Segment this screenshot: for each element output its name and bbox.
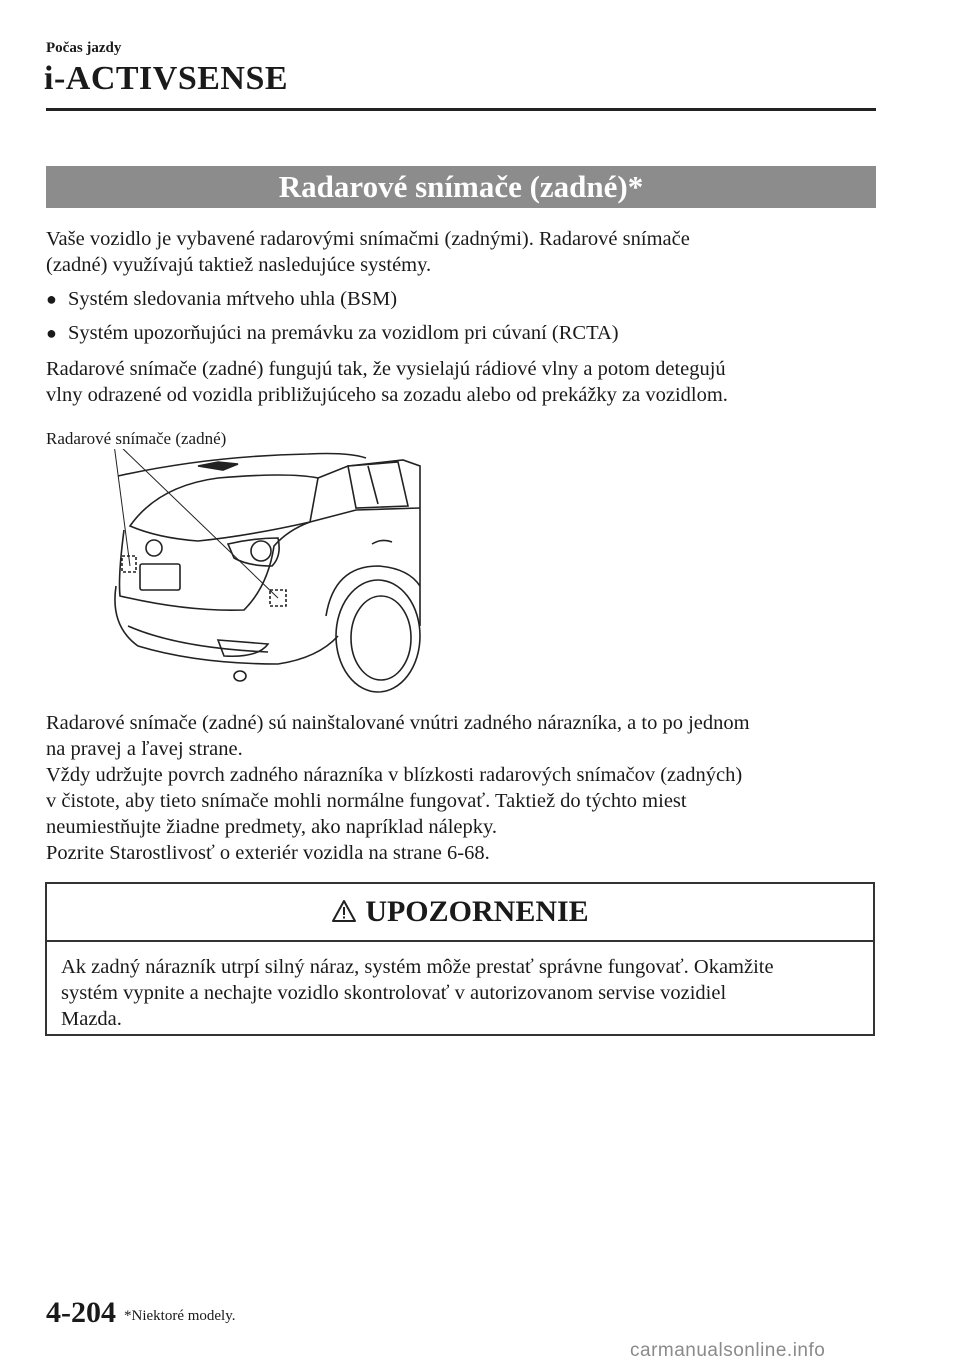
bullet-item (46, 320, 619, 346)
figure-callout-label: Radarové snímače (zadné) (46, 429, 227, 448)
bullet-item (46, 286, 397, 312)
text-line: Pozrite Starostlivosť o exteriér vozidla na strane 6-68. (46, 842, 490, 864)
header-divider (46, 108, 876, 111)
bullet-icon: ● (46, 289, 57, 309)
text-line: Ak zadný nárazník utrpí silný náraz, systém môže prestať správne fungovať. Okamžite (61, 956, 774, 978)
caution-text (61, 954, 859, 1032)
text-line: v čistote, aby tieto snímače mohli normálne fungovať. Taktiež do týchto miest (46, 790, 687, 812)
bullet-text: Systém sledovania mŕtveho uhla (BSM) (68, 288, 398, 310)
text-line: Radarové snímače (zadné) sú nainštalované vnútri zadného nárazníka, a to po jednom (46, 712, 750, 734)
text-line: na pravej a ľavej strane. (46, 738, 243, 760)
watermark: carmanualsonline.info (630, 1340, 826, 1361)
text-line: Vaše vozidlo je vybavené radarovými snímačmi (zadnými). Radarové snímače (46, 228, 690, 250)
text-line: Vždy udržujte povrch zadného nárazníka v blízkosti radarových snímačov (zadných) (46, 764, 743, 786)
text-line: Mazda. (61, 1008, 122, 1030)
text-line: systém vypnite a nechajte vozidlo skontrolovať v autorizovanom servise vozidiel (61, 982, 727, 1004)
description-paragraph (46, 356, 866, 408)
footnote: *Niektoré modely. (124, 1308, 236, 1324)
warning-triangle-icon (331, 899, 357, 923)
text-line: neumiestňujte žiadne predmety, ako napríklad nálepky. (46, 816, 498, 838)
caution-header (47, 884, 873, 942)
section-title-bar: Radarové snímače (zadné)* (46, 166, 876, 208)
text-line: vlny odrazené od vozidla približujúceho sa zozadu alebo od prekážky za vozidlom. (46, 384, 728, 406)
bullet-icon: ● (46, 323, 57, 343)
section-label: Počas jazdy (46, 40, 122, 56)
text-line: Radarové snímače (zadné) fungujú tak, že vysielajú rádiové vlny a potom detegujú (46, 358, 726, 380)
page-number: 4-204 (46, 1296, 116, 1329)
caution-heading: UPOZORNENIE (365, 895, 589, 928)
caution-box (45, 882, 875, 1036)
bullet-text: Systém upozorňujúci na premávku za vozidlom pri cúvaní (RCTA) (68, 322, 619, 344)
chapter-title: i-ACTIVSENSE (44, 60, 289, 97)
intro-paragraph (46, 226, 866, 278)
text-line: (zadné) využívajú taktiež nasledujúce systémy. (46, 254, 432, 276)
body-paragraph (46, 710, 866, 866)
vehicle-rear-illustration (48, 426, 428, 696)
